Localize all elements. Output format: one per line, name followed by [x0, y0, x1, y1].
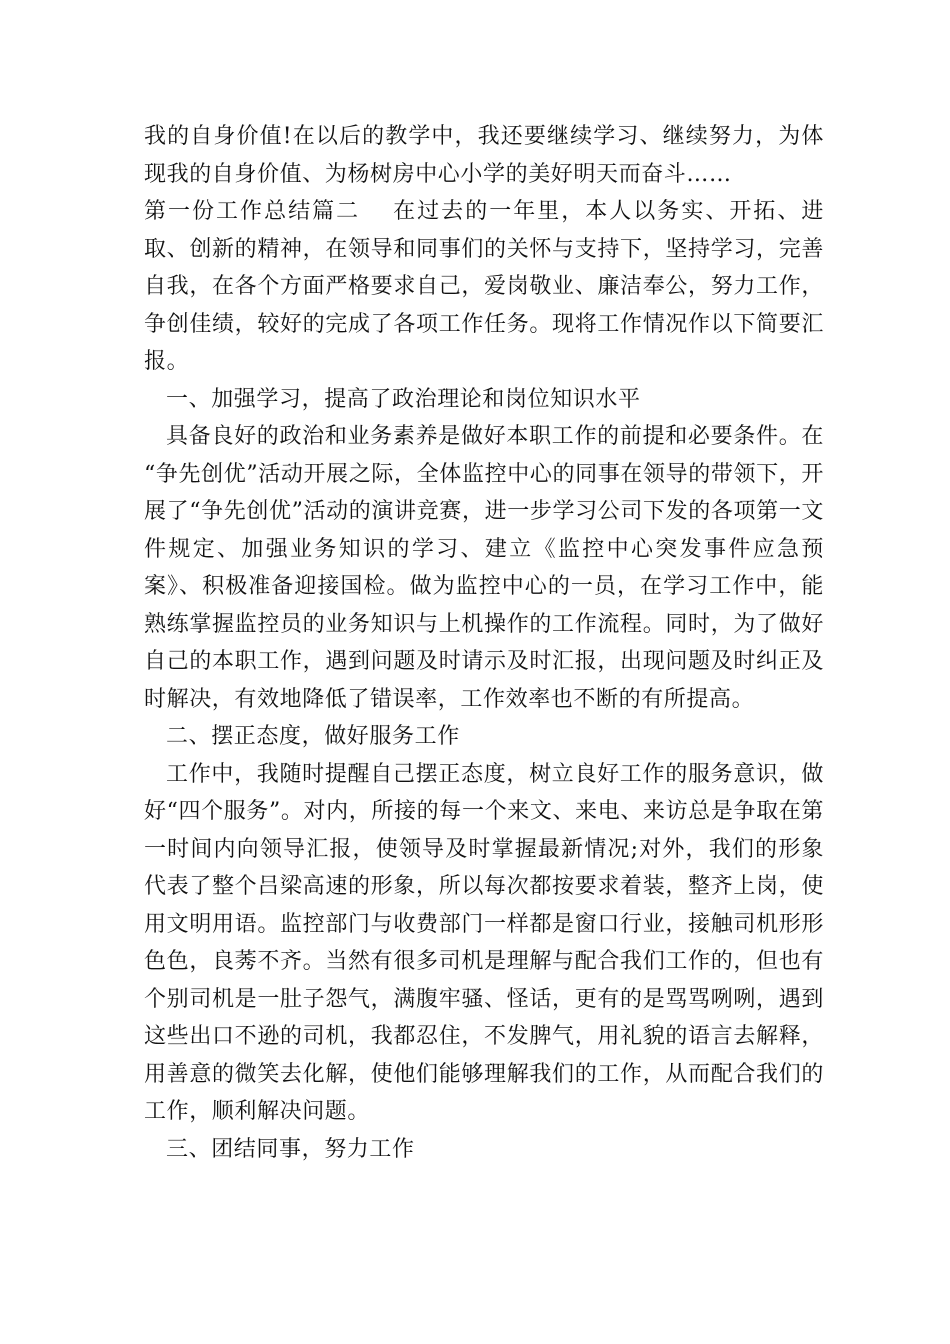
paragraph-section-two: 工作中，我随时提醒自己摆正态度，树立良好工作的服务意识，做好“四个服务”。对内，所接的每一个来文、来电、来访总是争取在第一时间内向领导汇报，使领导及时掌握最新情况;对外，我们的形象代表了整个吕梁高速的形象，所以每次都按要求着装，整齐上岗，使用文明用语。监控部门与收费部门一样都是窗口行业，接触司机形形色色，良莠不齐。当然有很多司机是理解与配合我们工作的，但也有个别司机是一肚子怨气，满腹牢骚、怪话，更有的是骂骂咧咧，遇到这些出口不逊的司机，我都忍住，不发脾气，用礼貌的语言去解释，用善意的微笑去化解，使他们能够理解我们的工作，从而配合我们的工作，顺利解决问题。	[144, 761, 824, 1124]
paragraph-intro-summary-two: 第一份工作总结篇二 在过去的一年里，本人以务实、开拓、进取、创新的精神，在领导和同事们的关怀与支持下，坚持学习，完善自我，在各个方面严格要求自己，爱岗敬业、廉洁奉公，努力工作，争创佳绩，较好的完成了各项工作任务。现将工作情况作以下简要汇报。	[144, 199, 824, 374]
document-body	[144, 118, 824, 1168]
section-heading-two: 二、摆正态度，做好服务工作	[166, 724, 460, 749]
paragraph-closing-previous: 我的自身价值!在以后的教学中，我还要继续学习、继续努力，为体现我的自身价值、为杨树房中心小学的美好明天而奋斗……	[144, 124, 824, 187]
paragraph-section-one: 具备良好的政治和业务素养是做好本职工作的前提和必要条件。在 “争先创优”活动开展之际，全体监控中心的同事在领导的带领下，开展了“争先创优”活动的演讲竞赛，进一步学习公司下发的各项第一文件规定、加强业务知识的学习、建立《监控中心突发事件应急预案》、积极准备迎接国检。做为监控中心的一员，在学习工作中，能熟练掌握监控员的业务知识与上机操作的工作流程。同时，为了做好自己的本职工作，遇到问题及时请示及时汇报，出现问题及时纠正及时解决，有效地降低了错误率，工作效率也不断的有所提高。	[144, 424, 824, 712]
section-heading-three: 三、团结同事，努力工作	[166, 1136, 415, 1162]
section-heading-one: 一、加强学习，提高了政治理论和岗位知识水平	[166, 386, 641, 412]
